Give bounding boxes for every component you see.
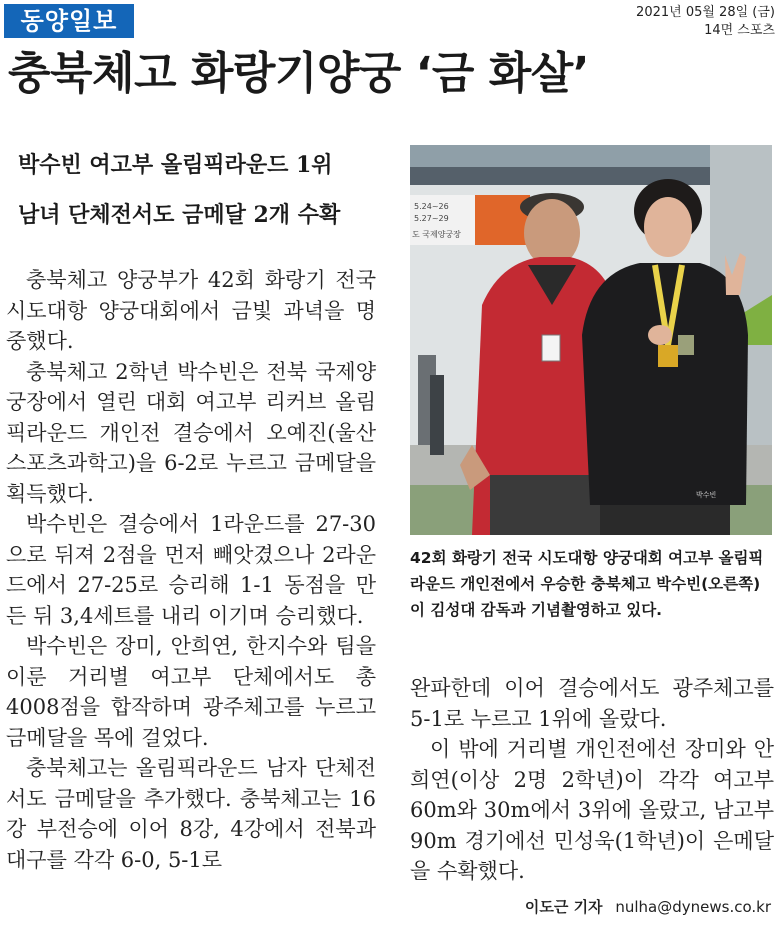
article-body-left: [6, 265, 376, 875]
issue-date: 2021년 05월 28일 (금): [636, 5, 775, 20]
reporter-email: nulha@dynews.co.kr: [615, 898, 771, 916]
name-tag: 박수빈: [696, 491, 717, 499]
banner-date: 5.24~26: [414, 202, 449, 211]
article-body-right: [410, 673, 774, 887]
banner-date: 5.27~29: [414, 214, 449, 223]
byline: [525, 896, 771, 917]
headline: 충북체고 화랑기양궁 ‘금 화살’: [8, 48, 589, 99]
subhead: 박수빈 여고부 올림픽라운드 1위: [18, 152, 333, 178]
dateline: [636, 4, 775, 40]
subheads: [18, 140, 398, 240]
banner-place: 도 국제양궁장: [412, 230, 461, 239]
paragraph: 박수빈은 결승에서 1라운드를 27-30으로 뒤져 2점을 먼저 빼앗겼으나 2라운드에서 27-25로 승리해 1-1 동점을 만든 뒤 3,4세트를 내리 이기며 승리했다.: [6, 512, 376, 628]
page-section: 14면 스포츠: [704, 23, 775, 38]
newspaper-logo: 동양일보: [4, 4, 134, 38]
paragraph: 충북체고 양궁부가 42회 화랑기 전국 시도대항 양궁대회에서 금빛 과녁을 명중했다.: [6, 268, 376, 353]
paragraph: 완파한데 이어 결승에서도 광주체고를 5-1로 누르고 1위에 올랐다.: [410, 676, 774, 731]
photo-caption: 42회 화랑기 전국 시도대항 양궁대회 여고부 올림픽라운드 개인전에서 우승한 충북체고 박수빈(오른쪽)이 김성대 감독과 기념촬영하고 있다.: [410, 549, 764, 619]
subhead: 남녀 단체전서도 금메달 2개 수확: [18, 202, 341, 228]
paragraph: 이 밖에 거리별 개인전에선 장미와 안희연(이상 2명 2학년)이 각각 여고부 60m와 30m에서 3위에 올랐고, 남고부 90m 경기에선 민성욱(1학년)이 은메달을 수확했다.: [410, 737, 774, 883]
paragraph: 충북체고 2학년 박수빈은 전북 국제양궁장에서 열린 대회 여고부 리커브 올림픽라운드 개인전 결승에서 오예진(울산스포츠과학고)을 6-2로 누르고 금메달을 획득했다.: [6, 359, 376, 506]
reporter-name: 이도근 기자: [524, 898, 603, 916]
paragraph: 충북체고는 올림픽라운드 남자 단체전서도 금메달을 추가했다. 충북체고는 16강 부전승에 이어 8강, 4강에서 전북과 대구를 각각 6-0, 5-1로: [6, 756, 376, 872]
paragraph: 박수빈은 장미, 안희연, 한지수와 팀을 이룬 거리별 여고부 단체에서도 총 4008점을 합작하며 광주체고를 누르고 금메달을 목에 걸었다.: [6, 634, 376, 750]
article-photo: [410, 145, 772, 535]
photo-illustration: [410, 145, 772, 535]
